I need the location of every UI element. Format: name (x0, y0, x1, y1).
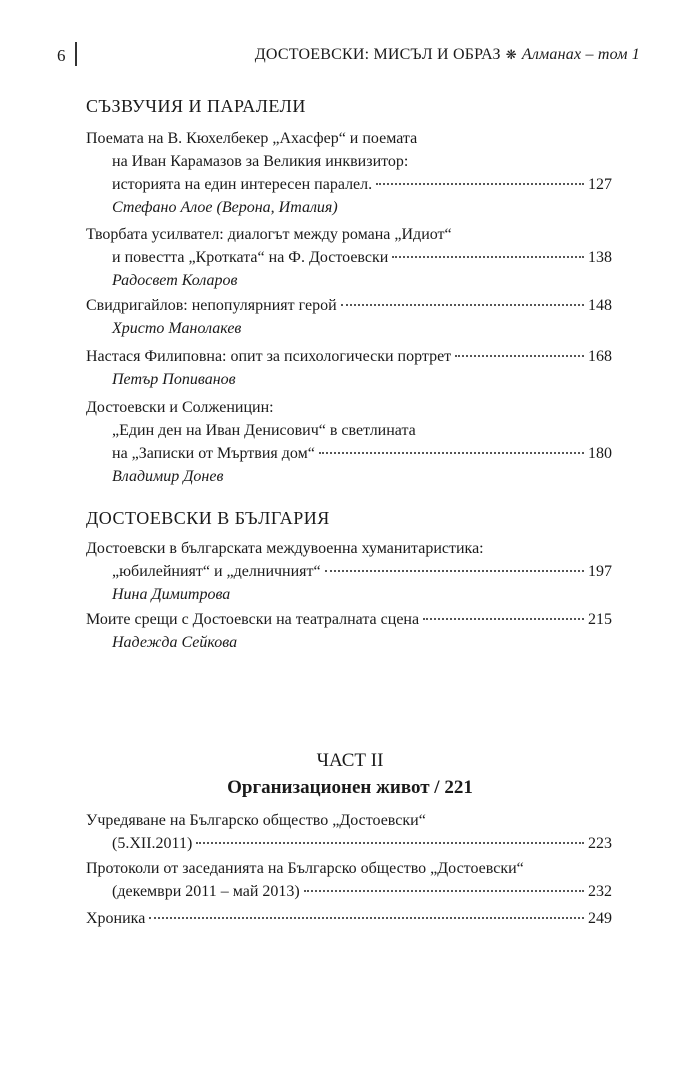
dot-leader (319, 451, 584, 454)
page-number: 6 (57, 46, 66, 65)
toc-entry (86, 127, 612, 219)
page-ref: 168 (588, 348, 612, 365)
entry-title-line (86, 294, 612, 317)
dot-leader (455, 354, 584, 357)
entry-title-line: Учредяване на Българско общество „Достоевски“ (86, 812, 426, 829)
entry-title-line: „Един ден на Иван Денисович“ в светлината (112, 422, 416, 439)
entry-title-line: Поемата на В. Кюхелбекер „Ахасфер“ и поемата (86, 130, 418, 147)
toc-entry (86, 223, 612, 292)
entry-title-line (86, 560, 612, 583)
section-title: ДОСТОЕВСКИ В БЪЛГАРИЯ (86, 508, 330, 528)
author: Радосвет Коларов (112, 272, 238, 289)
author: Надежда Сейкова (112, 634, 238, 651)
dot-leader (149, 916, 584, 919)
author: Нина Димитрова (112, 586, 231, 603)
page-ref: 138 (588, 249, 612, 266)
page-ref: 232 (588, 883, 612, 900)
dot-leader (392, 255, 584, 258)
entry-title-line (86, 345, 612, 368)
toc-entry (86, 857, 612, 903)
entry-title-text: „юбилейният“ и „делничният“ (112, 563, 321, 580)
dot-leader (423, 617, 584, 620)
header-divider (75, 42, 77, 66)
part-title: Организационен живот / 221 (227, 777, 473, 798)
dot-leader (196, 841, 584, 844)
dot-leader (376, 182, 584, 185)
entry-title-line: Протоколи от заседанията на Българско общество „Достоевски“ (86, 860, 524, 877)
page-ref: 223 (588, 835, 612, 852)
entry-title-line (86, 907, 612, 930)
toc-entry (86, 345, 612, 391)
entry-title-text: Настася Филиповна: опит за психологически портрет (86, 348, 452, 365)
entry-title-line (86, 832, 612, 855)
dot-leader (325, 569, 584, 572)
page-ref: 215 (588, 611, 612, 628)
toc-entry (86, 809, 612, 855)
toc-entry (86, 294, 612, 340)
entry-title-text: Хроника (86, 910, 146, 927)
entry-title-line (86, 608, 612, 631)
entry-title-line: Творбата усилвател: диалогът между романа „Идиот“ (86, 226, 452, 243)
entry-title-text: Моите срещи с Достоевски на театралната сцена (86, 611, 420, 628)
toc-entry (86, 537, 612, 606)
page-ref: 249 (588, 910, 612, 927)
page-ref: 197 (588, 563, 612, 580)
section-title: СЪЗВУЧИЯ И ПАРАЛЕЛИ (86, 96, 306, 116)
entry-title-line (86, 442, 612, 465)
part-label: ЧАСТ II (316, 750, 384, 771)
page-ref: 180 (588, 445, 612, 462)
page-ref: 148 (588, 297, 612, 314)
entry-title-line (86, 880, 612, 903)
toc-entry (86, 608, 612, 654)
entry-title-line (86, 173, 612, 196)
book-subtitle: Алманах – том 1 (521, 46, 640, 63)
running-header (0, 42, 700, 72)
dot-leader (341, 303, 584, 306)
author: Владимир Донев (112, 468, 224, 485)
entry-title-text: и повестта „Кротката“ на Ф. Достоевски (112, 249, 389, 266)
entry-title-line: на Иван Карамазов за Великия инквизитор: (112, 153, 409, 170)
ornament-icon: ❋ (505, 47, 517, 62)
entry-title-text: (5.XII.2011) (112, 835, 193, 852)
entry-title-text: историята на един интересен паралел. (112, 176, 373, 193)
dot-leader (304, 889, 584, 892)
toc-entry (86, 396, 612, 488)
book-title: ДОСТОЕВСКИ: МИСЪЛ И ОБРАЗ (254, 46, 501, 63)
author: Петър Попиванов (112, 371, 236, 388)
running-title (255, 46, 640, 64)
author: Христо Манолакев (112, 320, 242, 337)
author: Стефано Алое (Верона, Италия) (112, 199, 338, 216)
entry-title-text: Свидригайлов: непопулярният герой (86, 297, 337, 314)
entry-title-line: Достоевски и Солженицин: (86, 399, 274, 416)
entry-title-text: на „Записки от Мъртвия дом“ (112, 445, 315, 462)
entry-title-line (86, 246, 612, 269)
entry-title-text: (декември 2011 – май 2013) (112, 883, 300, 900)
entry-title-line: Достоевски в българската междувоенна хуманитаристика: (86, 540, 484, 557)
page-ref: 127 (588, 176, 612, 193)
toc-entry (86, 907, 612, 930)
